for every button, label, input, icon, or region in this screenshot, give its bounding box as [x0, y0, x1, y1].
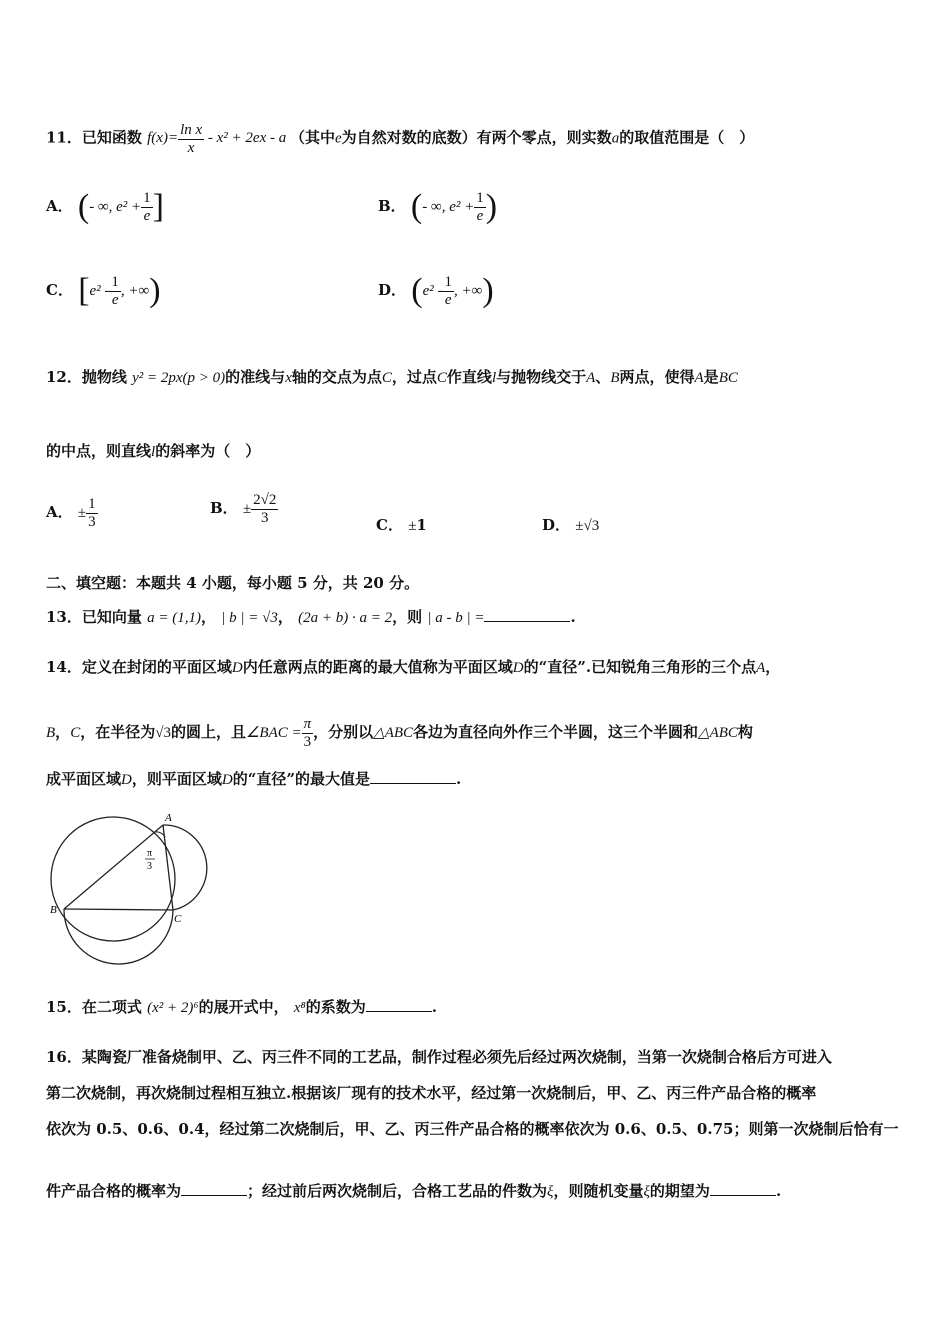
- semicircle-bc: [64, 909, 173, 964]
- q16-stem-line3: 依次为 0.5、0.6、0.4，经过第二次烧制后，甲、乙、丙三件产品合格的概率依次为 0.6、0.5、0.75；则第一次烧制后恰有一: [46, 1120, 899, 1138]
- q11-option-d[interactable]: D． (e² - $\frac{1}{e}$ , +∞): [378, 272, 494, 309]
- q16-stem-line1: 16．某陶瓷厂准备烧制甲、乙、丙三件不同的工艺品，制作过程必须先后经过两次烧制，当第一次烧制合格后方可进入: [46, 1048, 832, 1066]
- q16-answer-blank-1[interactable]: [181, 1181, 247, 1196]
- q12-option-a[interactable]: A． ± $\frac{1}{3}$: [46, 496, 96, 530]
- q15-stem: 15．在二项式 (x² + 2)⁶的展开式中， x⁸的系数为 .: [46, 998, 437, 1016]
- label-a: A: [165, 812, 172, 824]
- q11-option-c[interactable]: C． [e² - $\frac{1}{e}$ , +∞): [46, 272, 161, 309]
- section-heading: 二、填空题：本题共 4 小题，每小题 5 分，共 20 分。: [46, 574, 420, 592]
- q11-function: f(x)= $\frac{\text{ln x}}{x}$ - x² + 2ex - a: [147, 122, 287, 156]
- q12-option-b[interactable]: B． ± $\frac{2√2}{3}$: [210, 492, 277, 526]
- q16-stem-line2: 第二次烧制，再次烧制过程相互独立.根据该厂现有的技术水平，经过第一次烧制后，甲、乙、丙三件产品合格的概率: [46, 1084, 817, 1102]
- q13-stem: 13．已知向量 a = (1,1)， | b | = √3， (2a + b) · a = 2，则 | a - b | = .: [46, 608, 576, 626]
- q12-stem-line2: 的中点，则直线l的斜率为（ ）: [46, 442, 261, 460]
- q13-answer-blank[interactable]: [484, 607, 570, 622]
- q14-stem: 14．定义在封闭的平面区域D内任意两点的距离的最大值称为平面区域D的“直径”.已知锐角三角形的三个点A，: [46, 658, 781, 676]
- q12-option-c[interactable]: C． ±1: [376, 516, 427, 534]
- label-b: B: [50, 904, 57, 916]
- circle-triangle-figure: [46, 806, 216, 976]
- q14-answer-blank[interactable]: [370, 769, 456, 784]
- circumcircle: [51, 817, 175, 941]
- q16-stem-line4: 件产品合格的概率为 ；经过前后两次烧制后，合格工艺品的件数为ξ，则随机变量ξ的期望为 .: [46, 1182, 782, 1200]
- q14-stem-line3: 成平面区域D，则平面区域D的“直径”的最大值是 .: [46, 770, 462, 788]
- q11-stem: 11．已知函数 f(x)= $\frac{\text{ln x}}{x}$ - x² + 2ex - a （其中e为自然对数的底数）有两个零点，则实数a的取值范围是（ ）: [46, 122, 755, 156]
- q12-stem: 12．抛物线 y² = 2px(p > 0)的准线与x轴的交点为点C，过点C作直线l与抛物线交于A、B两点，使得A是BC: [46, 368, 738, 386]
- label-c: C: [174, 913, 182, 925]
- side-bc: [64, 909, 173, 910]
- q11-option-b[interactable]: B． (- ∞, e² + $\frac{1}{e}$ ): [378, 188, 498, 225]
- q11-option-a[interactable]: A． (- ∞, e² + $\frac{1}{e}$ ]: [46, 188, 164, 225]
- q12-option-d[interactable]: D． ±√3: [542, 516, 600, 534]
- side-ac: [163, 825, 173, 910]
- q15-answer-blank[interactable]: [366, 997, 432, 1012]
- angle-label-num: π: [147, 848, 153, 859]
- semicircle-ac: [163, 825, 207, 910]
- angle-label-den: 3: [147, 861, 152, 872]
- q16-answer-blank-2[interactable]: [710, 1181, 776, 1196]
- q14-stem-line2: B，C，在半径为√3的圆上，且∠BAC = $\frac{\pi}{3}$ ，分别以△ABC各边为直径向外作三个半圆，这三个半圆和△ABC构: [46, 716, 753, 750]
